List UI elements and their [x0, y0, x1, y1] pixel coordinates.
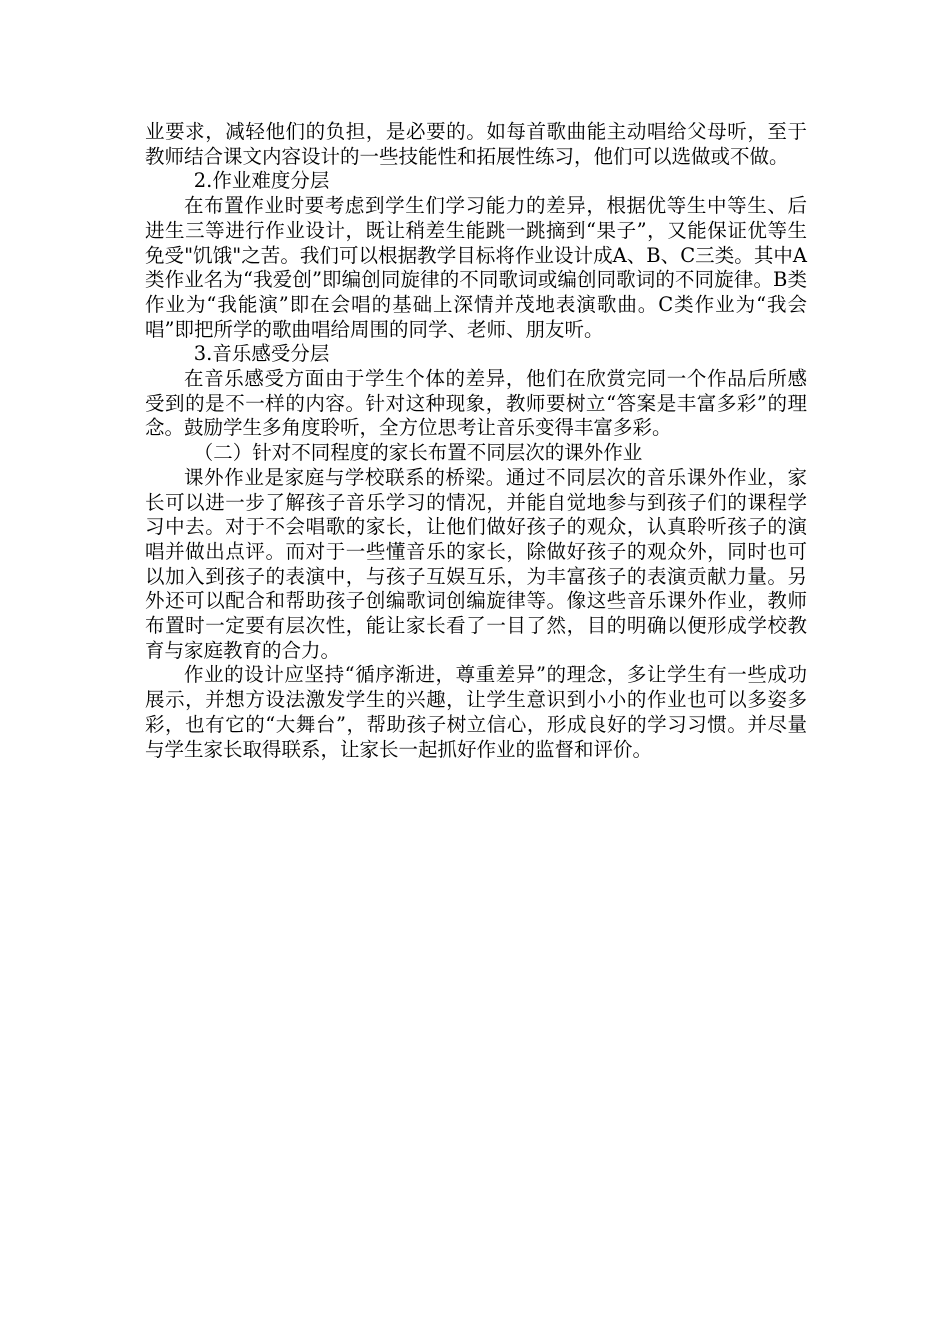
- paragraph-conclusion: 作业的设计应坚持“循序渐进，尊重差异”的理念，多让学生有一些成功展示，并想方设法激发学生的兴趣，让学生意识到小小的作业也可以多姿多彩，也有它的“大舞台”，帮助孩子树立信心，形成良好的学习习惯。并尽量与学生家长取得联系，让家长一起抓好作业的监督和评价。: [145, 663, 807, 761]
- paragraph-continuation: 业要求，减轻他们的负担，是必要的。如每首歌曲能主动唱给父母听，至于教师结合课文内容设计的一些技能性和拓展性练习，他们可以选做或不做。: [145, 120, 807, 168]
- paragraph-music-perception: 在音乐感受方面由于学生个体的差异，他们在欣赏完同一个作品后所感受到的是不一样的内容。针对这种现象，教师要树立“答案是丰富多彩”的理念。鼓励学生多角度聆听，全方位思考让音乐变得丰富多彩。: [145, 367, 807, 440]
- document-body: [145, 120, 807, 762]
- section-heading-difficulty-layering: 2.作业难度分层: [193, 169, 330, 193]
- paragraph-difficulty-layering: 在布置作业时要考虑到学生们学习能力的差异，根据优等生中等生、后进生三等进行作业设计，既让稍差生能跳一跳摘到“果子”，又能保证优等生免受"饥饿"之苦。我们可以根据教学目标将作业设计成A、B、C三类。其中A类作业名为“我爱创”即编创同旋律的不同歌词或编创同歌词的不同旋律。B类作业为“我能演”即在会唱的基础上深情并茂地表演歌曲。C类作业为“我会唱”即把所学的歌曲唱给周围的同学、老师、朋友听。: [145, 194, 807, 341]
- section-heading-music-perception: 3.音乐感受分层: [193, 342, 330, 366]
- paragraph-parent-homework: 课外作业是家庭与学校联系的桥梁。通过不同层次的音乐课外作业，家长可以进一步了解孩子音乐学习的情况，并能自觉地参与到孩子们的课程学习中去。对于不会唱歌的家长，让他们做好孩子的观众，认真聆听孩子的演唱并做出点评。而对于一些懂音乐的家长，除做好孩子的观众外，同时也可以加入到孩子的表演中，与孩子互娱互乐，为丰富孩子的表演贡献力量。另外还可以配合和帮助孩子创编歌词创编旋律等。像这些音乐课外作业，教师布置时一定要有层次性，能让家长看了一目了然，目的明确以便形成学校教育与家庭教育的合力。: [145, 465, 807, 662]
- section-heading-parent-homework: （二）针对不同程度的家长布置不同层次的课外作业: [193, 441, 643, 465]
